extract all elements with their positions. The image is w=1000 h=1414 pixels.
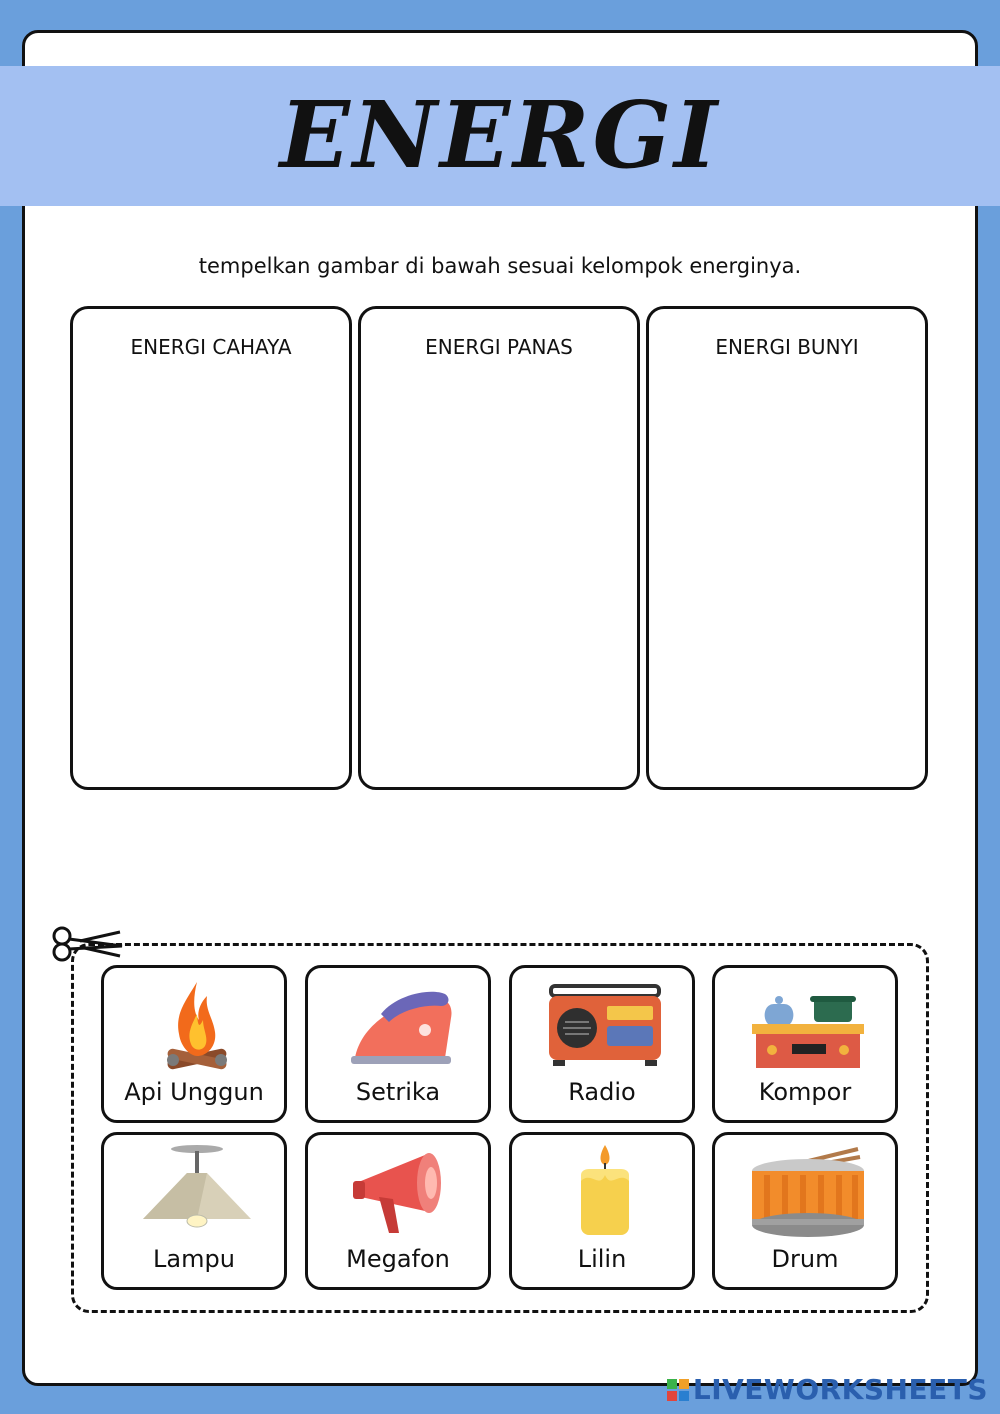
column-label: ENERGI BUNYI [715,335,859,359]
drop-zone-energi-cahaya[interactable] [70,306,352,790]
ceiling-lamp-icon [137,1141,257,1241]
card-megafon[interactable] [305,1132,491,1290]
card-label: Drum [771,1245,839,1273]
card-drum[interactable] [712,1132,898,1290]
stove-icon [748,974,868,1074]
campfire-icon [137,974,257,1074]
card-lilin[interactable] [509,1132,695,1290]
card-radio[interactable] [509,965,695,1123]
column-label: ENERGI PANAS [425,335,573,359]
card-api-unggun[interactable] [101,965,287,1123]
drop-zone-energi-bunyi[interactable] [646,306,928,790]
radio-icon [545,974,665,1074]
instruction-text: tempelkan gambar di bawah sesuai kelompok energinya. [198,254,802,278]
card-label: Radio [568,1078,636,1106]
card-setrika[interactable] [305,965,491,1123]
card-label: Setrika [355,1078,441,1106]
scissors-icon [50,926,124,962]
card-label: Lampu [153,1245,235,1273]
footer-brand: LIVEWORKSHEETS [692,1373,988,1406]
megaphone-icon [341,1141,461,1241]
candle-icon [545,1141,665,1241]
card-label: Megafon [346,1245,450,1273]
card-kompor[interactable] [712,965,898,1123]
liveworksheets-logo [667,1373,988,1406]
card-label: Lilin [577,1245,627,1273]
column-label: ENERGI CAHAYA [130,335,292,359]
liveworksheets-logo-icon [667,1379,689,1401]
page-title: ENERGI [279,81,721,189]
card-label: Api Unggun [124,1078,264,1106]
card-label: Kompor [758,1078,852,1106]
drop-zone-energi-panas[interactable] [358,306,640,790]
card-lampu[interactable] [101,1132,287,1290]
iron-icon [341,974,461,1074]
drum-icon [748,1141,868,1241]
